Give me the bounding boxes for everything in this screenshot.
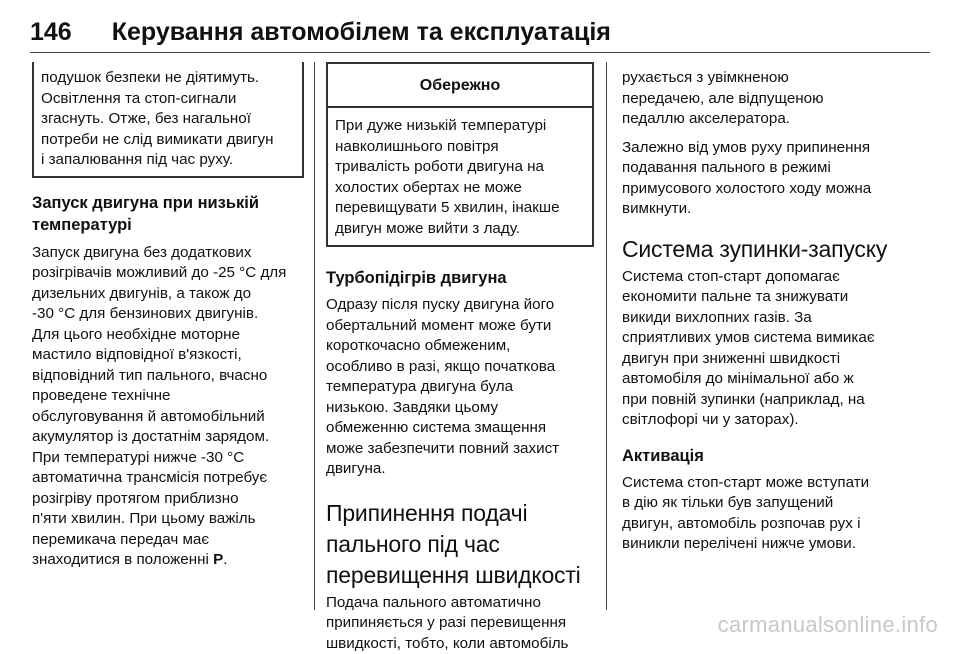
text-line: акумулятор із достатнім зарядом. — [32, 427, 304, 448]
text-line: тривалість роботи двигуна на — [335, 157, 585, 178]
cold-start-section — [32, 192, 304, 571]
cold-start-heading — [32, 192, 304, 236]
page-title: Керування автомобілем та експлуатація — [112, 18, 611, 47]
text-line: подавання пального в режимі — [622, 158, 918, 179]
heading-line: температурі — [32, 214, 304, 236]
watermark: carmanualsonline.info — [718, 612, 938, 638]
column-divider-2 — [606, 62, 607, 610]
page-number: 146 — [30, 18, 72, 47]
text-line: Система стоп-старт може вступати — [622, 473, 918, 494]
text-line: двигун при зниженні швидкості — [622, 349, 918, 370]
text-line: виникли перелічені нижче умови. — [622, 534, 918, 555]
text-line: сприятливих умов система вимикає — [622, 328, 918, 349]
column-1 — [32, 62, 304, 571]
text-line: економити пальне та знижувати — [622, 287, 918, 308]
text-line: згаснуть. Отже, без нагальної — [41, 109, 295, 130]
text-line: може забезпечити повний захист — [326, 439, 594, 460]
text-line: Для цього необхідне моторне — [32, 325, 304, 346]
text-line: розігрівачів можливий до -25 °С для — [32, 263, 304, 284]
text-line: навколишнього повітря — [335, 137, 585, 158]
header-rule — [30, 52, 930, 53]
text-line: припиняється у разі перевищення — [326, 613, 594, 634]
text-span: . — [223, 551, 227, 568]
text-line: подушок безпеки не діятимуть. — [41, 68, 295, 89]
text-line: мастило відповідної в'язкості, — [32, 345, 304, 366]
text-line: Освітлення та стоп-сигнали — [41, 89, 295, 110]
text-line: світлофорі чи у заторах). — [622, 410, 918, 431]
stop-start-section — [622, 234, 918, 431]
fuel-cutoff-continued — [622, 68, 918, 130]
text-line: двигуна. — [326, 459, 594, 480]
page-header — [30, 18, 930, 60]
cold-start-body — [32, 243, 304, 571]
text-line: обслуговування й автомобільний — [32, 407, 304, 428]
text-line: вимкнути. — [622, 199, 918, 220]
text-line: перемикача передач має — [32, 530, 304, 551]
gear-position-label: P — [213, 551, 223, 568]
text-line: дизельних двигунів, а також до — [32, 284, 304, 305]
text-line: При температурі нижче -30 °С — [32, 448, 304, 469]
text-line: п'яти хвилин. При цьому важіль — [32, 509, 304, 530]
activation-body — [622, 473, 918, 555]
text-line: відповідний тип пального, вчасно — [32, 366, 304, 387]
text-line: автоматична трансмісія потребує — [32, 468, 304, 489]
continued-warning-box — [32, 62, 304, 178]
heading-line: пального під час — [326, 529, 594, 560]
text-line: рухається з увімкненою — [622, 68, 918, 89]
text-line: і запалювання під час руху. — [41, 150, 295, 171]
text-line: обмеженню система змащення — [326, 418, 594, 439]
text-line: в дію як тільки був запущений — [622, 493, 918, 514]
text-line: При дуже низькій температурі — [335, 116, 585, 137]
turbo-section — [326, 267, 594, 480]
fuel-cutoff-heading — [326, 498, 594, 591]
text-line: особливо в разі, якщо початкова — [326, 357, 594, 378]
activation-section — [622, 445, 918, 555]
text-line: розігріву протягом приблизно — [32, 489, 304, 510]
text-line: Система стоп-старт допомагає — [622, 267, 918, 288]
text-line: температура двигуна була — [326, 377, 594, 398]
heading-line: Припинення подачі — [326, 498, 594, 529]
text-line: холостих обертах не може — [335, 178, 585, 199]
turbo-body — [326, 295, 594, 480]
text-line: проведене технічне — [32, 386, 304, 407]
activation-heading: Активація — [622, 445, 918, 467]
column-2 — [326, 62, 594, 654]
fuel-cutoff-body — [326, 593, 594, 654]
text-line: потреби не слід вимикати двигун — [41, 130, 295, 151]
text-line: Залежно від умов руху припинення — [622, 138, 918, 159]
fuel-cutoff-condition — [622, 138, 918, 220]
stop-start-heading: Система зупинки-запуску — [622, 234, 918, 265]
caution-box — [326, 62, 594, 247]
text-line: двигун може вийти з ладу. — [335, 219, 585, 240]
caution-text — [328, 108, 592, 245]
text-line: педаллю акселератора. — [622, 109, 918, 130]
heading-line: Запуск двигуна при низькій — [32, 192, 304, 214]
text-line: перевищувати 5 хвилин, інакше — [335, 198, 585, 219]
column-3 — [622, 62, 918, 555]
fuel-cutoff-section — [326, 498, 594, 654]
text-line-last — [32, 550, 304, 571]
text-line: обертальний момент може бути — [326, 316, 594, 337]
column-divider-1 — [314, 62, 315, 610]
text-line: Одразу після пуску двигуна його — [326, 295, 594, 316]
stop-start-body — [622, 267, 918, 431]
text-line: низькою. Завдяки цьому — [326, 398, 594, 419]
text-line: примусового холостого ходу можна — [622, 179, 918, 200]
text-line: Запуск двигуна без додаткових — [32, 243, 304, 264]
text-line: Подача пального автоматично — [326, 593, 594, 614]
text-line: короткочасно обмеженим, — [326, 336, 594, 357]
heading-line: перевищення швидкості — [326, 560, 594, 591]
text-line: швидкості, тобто, коли автомобіль — [326, 634, 594, 654]
turbo-heading: Турбопідігрів двигуна — [326, 267, 594, 289]
text-line: передачею, але відпущеною — [622, 89, 918, 110]
text-line: двигун, автомобіль розпочав рух і — [622, 514, 918, 535]
continued-warning-text — [34, 62, 302, 176]
text-line: при повній зупинки (наприклад, на — [622, 390, 918, 411]
text-line: автомобіля до мінімальної або ж — [622, 369, 918, 390]
text-line: -30 °С для бензинових двигунів. — [32, 304, 304, 325]
caution-title: Обережно — [328, 64, 592, 108]
text-line: викиди вихлопних газів. За — [622, 308, 918, 329]
text-span: знаходитися в положенні — [32, 551, 213, 568]
